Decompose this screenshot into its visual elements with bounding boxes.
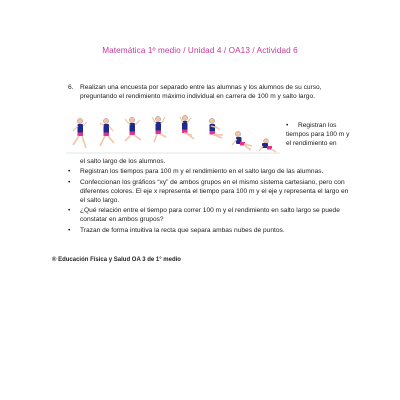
bullet-marker: • <box>68 178 71 186</box>
athlete-figure-2 <box>100 118 114 146</box>
bullet-marker: • <box>286 122 289 129</box>
athlete-figure-3 <box>125 117 141 141</box>
list-item <box>68 226 352 235</box>
footer-reference: ® Educación Física y Salud OA 3 de 1° medio <box>52 257 181 263</box>
list-item-text: ¿Qué relación entre el tiempo para correr 100 m y el rendimiento en salto largo se puede constatar en ambos grupos? <box>80 207 340 223</box>
bullet-list <box>68 167 352 236</box>
athlete-figure-7 <box>232 131 252 150</box>
long-jump-figure-svg <box>62 113 284 155</box>
athlete-figure-6 <box>209 118 223 138</box>
bullet-marker: • <box>68 226 71 234</box>
list-item-text: Trazan de forma intuitiva la recta que separa ambas nubes de puntos. <box>80 226 285 234</box>
side-bullet-item <box>286 121 352 148</box>
list-item-text: Confeccionan los gráficos “xy” de ambos grupos en el mismo sistema cartesiano, pero con diferentes colores. El eje x representa el tiempo para 100 m y el eje y representa el largo en el salto largo. <box>80 178 349 204</box>
list-item <box>68 178 352 205</box>
athlete-figure-4 <box>152 116 166 142</box>
athlete-figure-5 <box>180 115 194 139</box>
question-text: Realizan una encuesta por separado entre las alumnas y los alumnos de su curso, preguntando el rendimiento máximo individual en carrera de 100 m y salto largo. <box>80 84 322 100</box>
long-jump-sequence-illustration <box>62 113 284 155</box>
question-number: 6. <box>68 84 74 91</box>
bullet-marker: • <box>68 168 71 175</box>
athlete-figure-8 <box>259 139 276 152</box>
list-item <box>68 206 352 224</box>
list-item-text: Registran los tiempos para 100 m y el rendimiento en el salto largo de las alumnas. <box>80 168 324 175</box>
athlete-figure-1 <box>73 118 87 148</box>
list-item <box>68 167 352 176</box>
side-bullet-continuation: el salto largo de los alumnos. <box>80 158 166 165</box>
page-title: Matemática 1º medio / Unidad 4 / OA13 / Actividad 6 <box>102 46 298 55</box>
side-bullet-text: Registran los tiempos para 100 m y el rendimiento en <box>286 122 350 147</box>
bullet-marker: • <box>68 207 71 214</box>
